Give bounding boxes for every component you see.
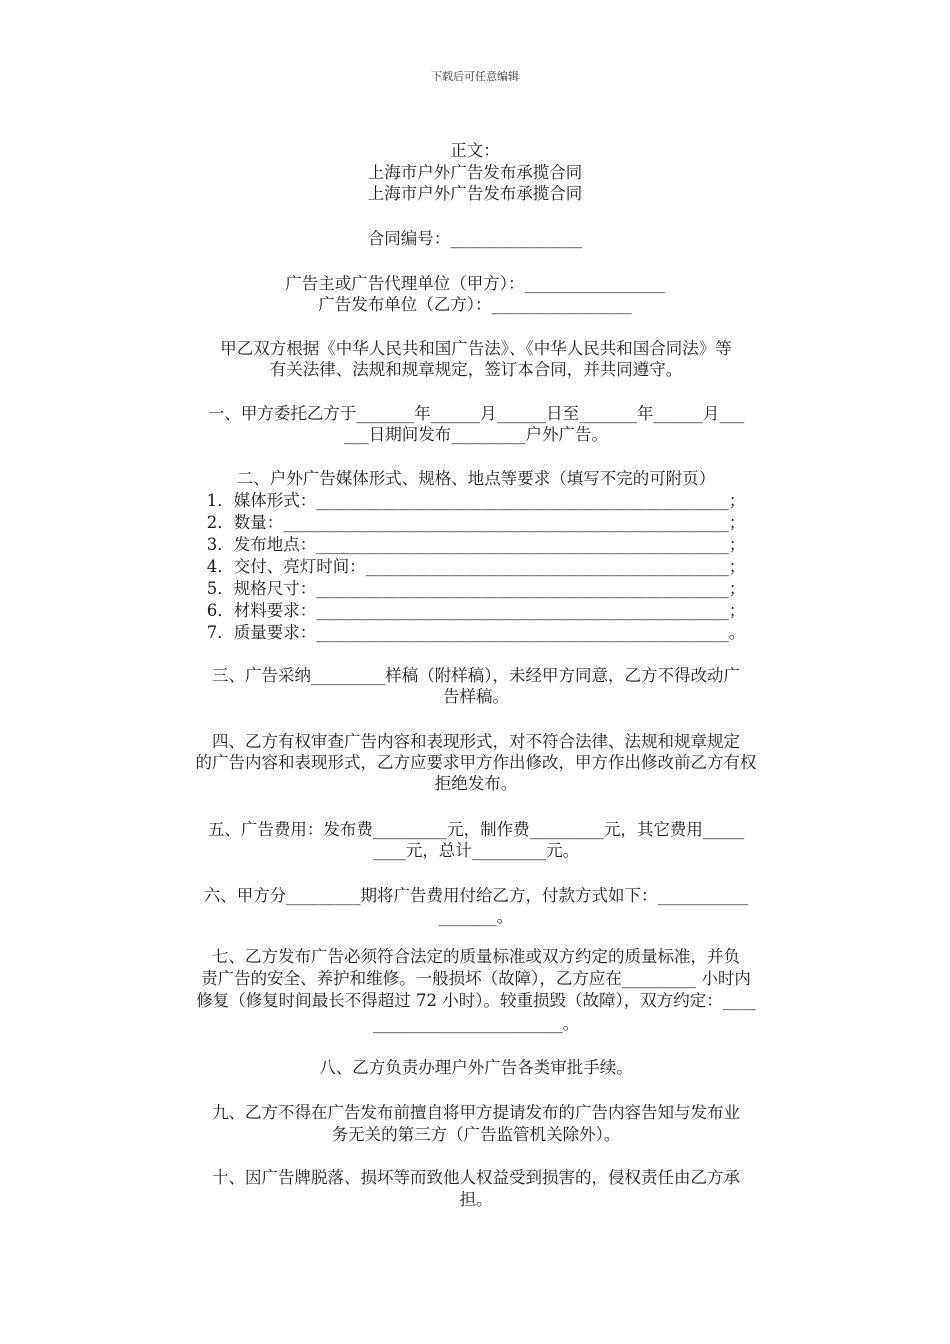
clause-1-line-1: 一、甲方委托乙方于_______年______月______日至_______年______月___	[207, 404, 745, 423]
clause-8: 八、乙方负责办理户外广告各类审批手续。	[319, 1058, 633, 1077]
clause-6-line-1: 六、甲方分_________期将广告费用付给乙方，付款方式如下：___________	[203, 886, 749, 905]
title-prefix: 正文：	[450, 141, 500, 160]
clause-2-item: 3．发布地点：__________________________________________________；	[206, 535, 746, 554]
clause-5-line-2: ____元，总计_________元。	[372, 841, 580, 860]
clause-3-line-2: 告样稿。	[443, 687, 509, 706]
clause-6-line-2: _______。	[438, 907, 514, 926]
party-b: 广告发布单位（乙方）：_________________	[318, 295, 632, 314]
clause-2-item: 2．数量：______________________________________________________；	[206, 513, 746, 532]
clause-9-line-2: 务无关的第三方（广告监管机关除外）。	[331, 1125, 621, 1144]
clause-4-line-3: 拒绝发布。	[434, 774, 518, 793]
clause-4-line-1: 四、乙方有权审查广告内容和表现形式，对不符合法律、法规和规章规定	[212, 732, 740, 751]
header-note: 下载后可任意编辑	[431, 70, 519, 83]
clause-2-item: 5．规格尺寸：__________________________________________________；	[206, 579, 746, 598]
clause-10-line-2: 担。	[459, 1190, 493, 1209]
clause-4-line-2: 的广告内容和表现形式，乙方应要求甲方作出修改，甲方作出修改前乙方有权	[195, 753, 757, 772]
clause-5-line-1: 五、广告费用：发布费_________元，制作费_________元，其它费用_____	[207, 820, 745, 839]
clause-9-line-1: 九、乙方不得在广告发布前擅自将甲方提请发布的广告内容告知与发布业	[212, 1103, 740, 1122]
clause-10-line-1: 十、因广告牌脱落、损坏等而致他人权益受到损害的，侵权责任由乙方承	[212, 1168, 740, 1187]
title-line-1: 上海市户外广告发布承揽合同	[367, 163, 583, 182]
title-line-2: 上海市户外广告发布承揽合同	[367, 184, 583, 203]
clause-7-line-1: 七、乙方发布广告必须符合法定的质量标准或双方约定的质量标准，并负	[212, 947, 740, 966]
clause-7-line-2: 责广告的安全、养护和维修。一般损坏（故障），乙方应在_________ 小时内	[201, 969, 751, 988]
clause-1-line-2: ___日期间发布_________户外广告。	[344, 425, 608, 444]
clause-2-item: 6．材料要求：__________________________________________________；	[206, 601, 746, 620]
clause-3-line-1: 三、广告采纳_________样稿（附样稿），未经甲方同意，乙方不得改动广	[212, 666, 740, 685]
clause-7-line-4: _______________________。	[372, 1014, 580, 1033]
clause-2-item: 4．交付、亮灯时间：____________________________________________；	[206, 557, 746, 576]
contract-number: 合同编号：________________	[367, 229, 583, 248]
party-a: 广告主或广告代理单位（甲方）：_________________	[285, 274, 665, 293]
preamble-line-2: 有关法律、法规和规章规定，签订本合同，并共同遵守。	[269, 360, 683, 379]
preamble-line-1: 甲乙双方根据《中华人民共和国广告法》、《中华人民共和国合同法》等	[220, 339, 732, 358]
clause-2-heading: 二、户外广告媒体形式、规格、地点等要求（填写不完的可附页）	[236, 469, 716, 488]
clause-2-item: 7．质量要求：__________________________________________________。	[206, 623, 746, 642]
clause-2-item: 1．媒体形式：__________________________________________________；	[206, 491, 746, 510]
clause-7-line-3: 修复（修复时间最长不得超过 72 小时）。较重损毁（故障），双方约定：____	[196, 991, 756, 1010]
